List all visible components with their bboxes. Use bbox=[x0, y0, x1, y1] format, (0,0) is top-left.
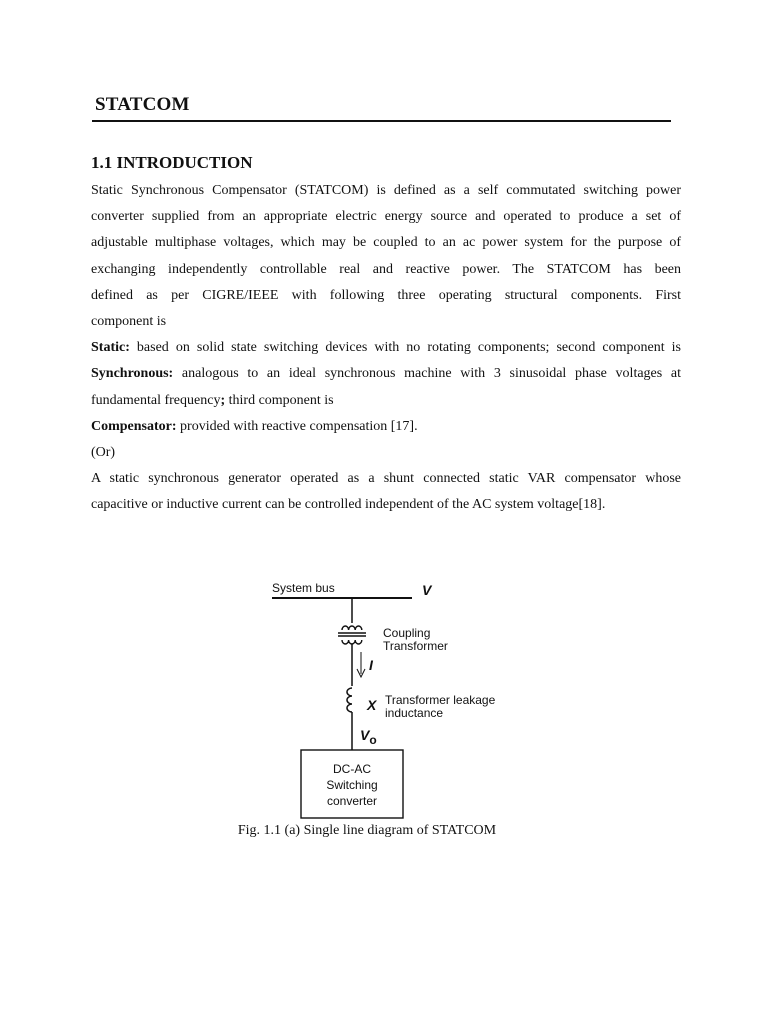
synchronous-definition-cont bbox=[91, 388, 681, 414]
synchronous-desc-2: fundamental frequency bbox=[91, 392, 221, 408]
bus-voltage-label: V bbox=[422, 582, 432, 598]
body-line: defined as per CIGRE/IEEE with following three operating structural components. First bbox=[91, 287, 681, 303]
leakage-label-2: inductance bbox=[385, 706, 444, 720]
synchronous-definition bbox=[91, 361, 681, 387]
converter-label-3: converter bbox=[326, 794, 378, 808]
coupling-label-2: Transformer bbox=[383, 639, 448, 653]
coupling-label-1: Coupling bbox=[383, 626, 431, 640]
synchronous-desc: analogous to an ideal synchronous machine with 3 sinusoidal phase voltages at bbox=[173, 366, 681, 382]
chapter-title: STATCOM bbox=[95, 94, 190, 115]
statcom-diagram bbox=[260, 560, 520, 830]
static-term: Static: bbox=[91, 340, 130, 356]
body-line: component is bbox=[91, 314, 167, 330]
static-desc: based on solid state switching devices with no rotating components; second component is bbox=[129, 340, 681, 356]
body-line: adjustable multiphase voltages, which may be coupled to an ac power system for the purpose of bbox=[91, 235, 681, 251]
converter-label-2: Switching bbox=[326, 778, 378, 792]
or-line: (Or) bbox=[91, 445, 116, 461]
body-line: exchanging independently controllable real and reactive power. The STATCOM has been bbox=[91, 261, 681, 277]
body-line: A static synchronous generator operated as a shunt connected static VAR compensator whose bbox=[91, 471, 681, 487]
converter-label-1: DC-AC bbox=[333, 762, 371, 776]
current-label: I bbox=[369, 657, 373, 673]
body-line: capacitive or inductive current can be controlled independent of the AC system voltage[18]. bbox=[91, 497, 606, 513]
inductor-icon bbox=[347, 688, 352, 712]
synchronous-term: Synchronous: bbox=[91, 366, 174, 382]
body-line: Static Synchronous Compensator (STATCOM) is defined as a self commutated switching power bbox=[91, 183, 681, 198]
static-definition bbox=[91, 335, 681, 361]
compensator-desc: provided with reactive compensation [17]. bbox=[176, 418, 418, 434]
system-bus-label: System bus bbox=[272, 581, 335, 595]
synchronous-sep: ; bbox=[220, 392, 226, 408]
leakage-label-1: Transformer leakage bbox=[385, 693, 496, 707]
compensator-definition bbox=[91, 414, 681, 440]
section-heading: 1.1 INTRODUCTION bbox=[91, 153, 253, 172]
synchronous-desc-3: third component is bbox=[225, 392, 334, 408]
reactance-label: X bbox=[367, 697, 377, 713]
coupling-transformer-icon bbox=[338, 626, 366, 644]
body-line: converter supplied from an appropriate electric energy source and operated to produce a set of bbox=[91, 209, 681, 225]
chapter-rule bbox=[92, 120, 671, 122]
figure-caption bbox=[0, 823, 768, 839]
figure-caption-text: Fig. 1.1 (a) Single line diagram of STATCOM bbox=[237, 823, 497, 838]
body-text bbox=[91, 178, 681, 519]
diagram-svg bbox=[260, 560, 520, 830]
compensator-term: Compensator: bbox=[91, 418, 177, 434]
output-voltage-label: Vo bbox=[360, 727, 377, 747]
